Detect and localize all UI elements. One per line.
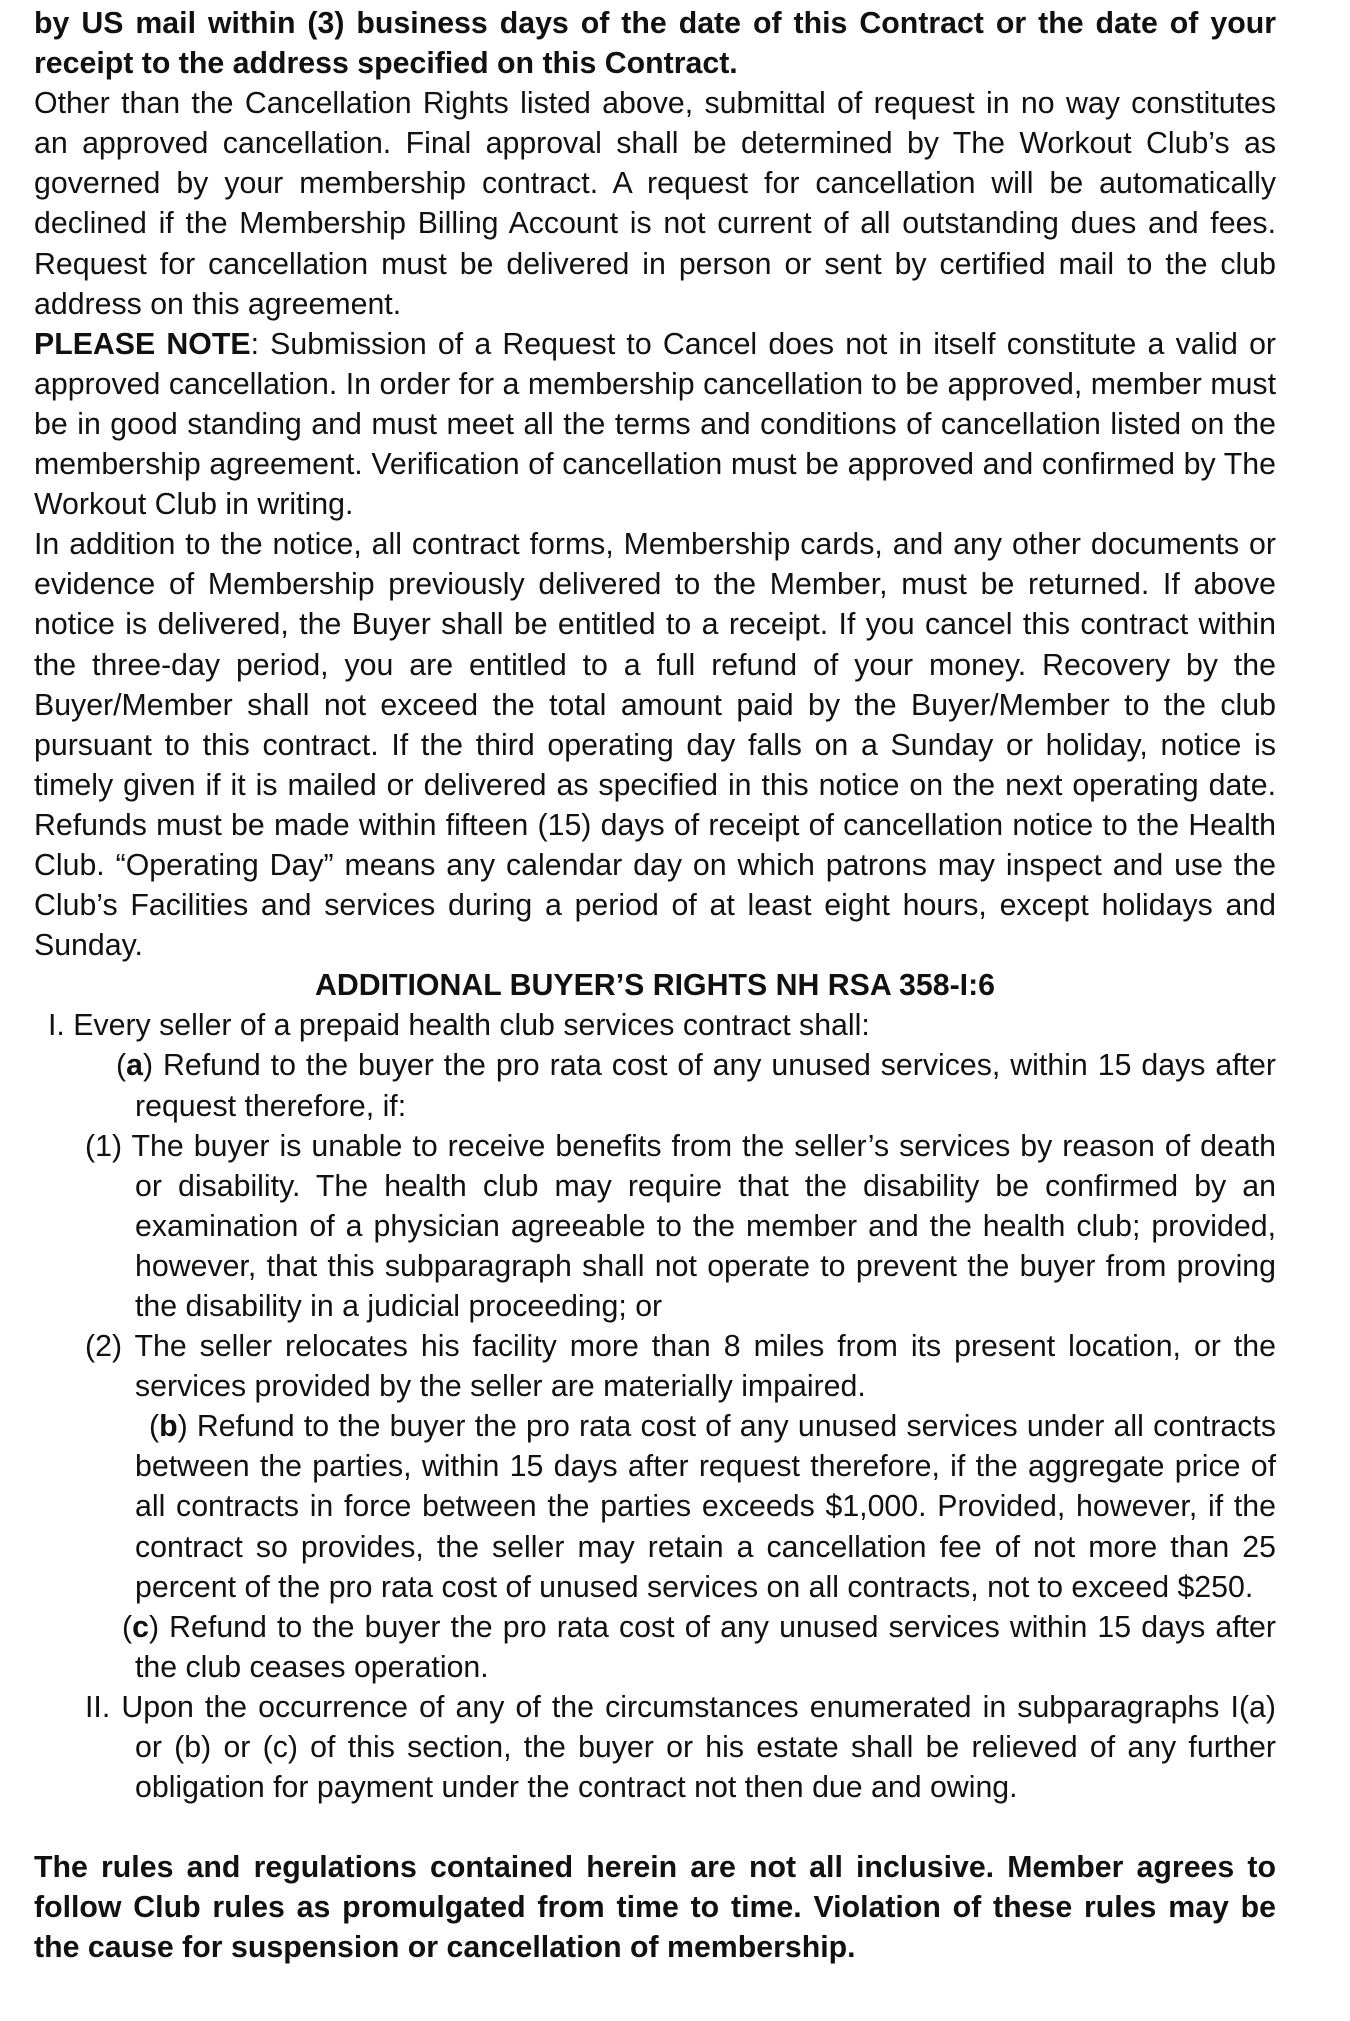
item-c-letter: c xyxy=(132,1610,149,1644)
item-a xyxy=(34,1046,1276,1126)
please-note-paragraph xyxy=(34,325,1276,525)
please-note-text: : Submission of a Request to Cancel does not in itself constitute a valid or approved cancellation. In order for a membership cancellation to be approved, member must be in good standing and must meet all the terms and conditions of cancellation listed on the membership agreement. Verification of cancellation must be approved and confirmed by The Workout Club in writing. xyxy=(34,327,1277,522)
item-b xyxy=(34,1407,1276,1607)
item-2: (2) The seller relocates his facility more than 8 miles from its present location, or the services provided by the seller are materially impaired. xyxy=(85,1330,1276,1404)
section-heading: ADDITIONAL BUYER’S RIGHTS NH RSA 358-I:6 xyxy=(314,969,996,1003)
please-note-label: PLEASE NOTE xyxy=(34,327,251,361)
closing-paragraph: The rules and regulations contained herein are not all inclusive. Member agrees to follow Club rules as promulgated from time to time. Violation of these rules may be the cause for suspension or cancellation of membership. xyxy=(34,1851,1276,1965)
notice-refund-paragraph: In addition to the notice, all contract forms, Membership cards, and any other documents or evidence of Membership previously delivered to the Member, must be returned. If above notice is delivered, the Buyer shall be entitled to a receipt. If you cancel this contract within the three-day period, you are entitled to a full refund of your money. Recovery by the Buyer/Member shall not exceed the total amount paid by the Buyer/Member to the club pursuant to this contract. If the third operating day falls on a Sunday or holiday, notice is timely given if it is mailed or delivered as specified in this notice on the next operating date. Refunds must be made within fifteen (15) days of receipt of cancellation notice to the Health Club. “Operating Day” means any calendar day on which patrons may inspect and use the Club’s Facilities and services during a period of at least eight hours, except holidays and Sunday. xyxy=(34,528,1276,963)
item-a-text: ) Refund to the buyer the pro rata cost of any unused services, within 15 days after request therefore, if: xyxy=(135,1049,1276,1123)
item-a-open: ( xyxy=(116,1049,127,1083)
item-c xyxy=(34,1608,1276,1688)
spacer xyxy=(34,1808,1276,1848)
item-b-text: ) Refund to the buyer the pro rata cost of any unused services under all contracts between the parties, within 15 days after request therefore, if the aggregate price of all contracts in force between the parties exceeds $1,000. Provided, however, if the contract so provides, the seller may retain a cancellation fee of not more than 25 percent of the pro rata cost of unused services on all contracts, not to exceed $250. xyxy=(135,1410,1276,1604)
item-roman-i: I. Every seller of a prepaid health club services contract shall: xyxy=(48,1009,870,1043)
item-1: (1) The buyer is unable to receive benefits from the seller’s services by reason of death or disability. The health club may require that the disability be confirmed by an examination of a physician agreeable to the member and the health club; provided, however, that this subparagraph shall not operate to prevent the buyer from proving the disability in a judicial proceeding; or xyxy=(85,1129,1276,1323)
item-c-open: ( xyxy=(122,1610,133,1644)
mail-notice-paragraph: by US mail within (3) business days of the date of this Contract or the date of your receipt to the address specified on this Contract. xyxy=(34,7,1276,81)
item-b-letter: b xyxy=(159,1410,178,1444)
item-a-letter: a xyxy=(126,1049,143,1083)
item-roman-ii: II. Upon the occurrence of any of the circumstances enumerated in subparagraphs I(a) or (b) or (c) of this section, the buyer or his estate shall be relieved of any further obligation for payment under the contract not then due and owing. xyxy=(85,1690,1276,1805)
cancellation-rights-paragraph: Other than the Cancellation Rights listed above, submittal of request in no way constitutes an approved cancellation. Final approval shall be determined by The Workout Club’s as governed by your membership contract. A request for cancellation will be automatically declined if the Membership Billing Account is not current of all outstanding dues and fees. Request for cancellation must be delivered in person or sent by certified mail to the club address on this agreement. xyxy=(34,87,1276,321)
item-b-open: ( xyxy=(149,1410,160,1444)
contract-page xyxy=(34,4,1276,1969)
item-c-text: ) Refund to the buyer the pro rata cost of any unused services within 15 days after the club ceases operation. xyxy=(135,1610,1276,1684)
